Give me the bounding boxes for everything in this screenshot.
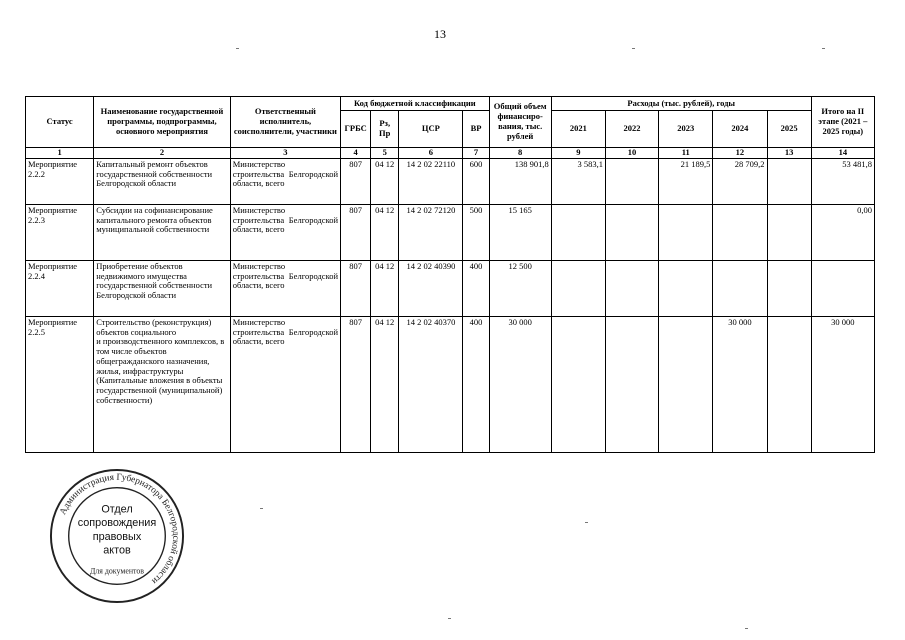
header-year: 2023 xyxy=(659,111,713,148)
scan-speck xyxy=(632,48,635,49)
cell-year-2025 xyxy=(767,204,811,260)
table-row xyxy=(26,204,875,260)
cell-vr: 400 xyxy=(463,316,489,452)
page-number: 13 xyxy=(434,27,446,41)
column-number: 4 xyxy=(341,148,371,159)
scan-speck xyxy=(236,48,239,49)
column-number: 13 xyxy=(767,148,811,159)
column-number: 2 xyxy=(94,148,230,159)
column-number: 8 xyxy=(489,148,551,159)
cell-year-2024: 30 000 xyxy=(713,316,767,452)
cell-csr: 14 2 02 72120 xyxy=(399,204,463,260)
scan-speck xyxy=(448,618,451,619)
cell-total: 15 165 xyxy=(489,204,551,260)
table-row xyxy=(26,158,875,204)
scan-speck xyxy=(745,628,748,629)
cell-year-2024 xyxy=(713,260,767,316)
header-expenses: Расходы (тыс. рублей), годы xyxy=(551,97,811,111)
cell-executor: Министерство строительства Белгородской области, всего xyxy=(230,158,340,204)
cell-rz-pr: 04 12 xyxy=(371,260,399,316)
cell-grbs: 807 xyxy=(341,158,371,204)
scan-speck xyxy=(822,48,825,49)
cell-year-2021 xyxy=(551,316,605,452)
cell-year-2022 xyxy=(605,316,658,452)
header-stage-total: Итого на II этапе (2021 – 2025 годы) xyxy=(811,97,874,148)
cell-status: Мероприятие 2.2.3 xyxy=(26,204,94,260)
cell-year-2024 xyxy=(713,204,767,260)
cell-name: Субсидии на софинансирование капитального ремонта объектов муниципальной собственности xyxy=(94,204,230,260)
stamp-center-line: сопровождения xyxy=(77,517,157,530)
stamp-bottom-text: Для документов xyxy=(89,566,145,576)
column-number: 9 xyxy=(551,148,605,159)
cell-csr: 14 2 02 22110 xyxy=(399,158,463,204)
cell-stage-total xyxy=(811,260,874,316)
cell-grbs: 807 xyxy=(341,260,371,316)
cell-status: Мероприятие 2.2.5 xyxy=(26,316,94,452)
cell-year-2021: 3 583,1 xyxy=(551,158,605,204)
scan-speck xyxy=(585,522,588,523)
cell-stage-total: 30 000 xyxy=(811,316,874,452)
stamp-ring-text: Администрация Губернатора Белгородской области xyxy=(58,472,181,586)
header-vr: ВР xyxy=(463,111,489,148)
header-csr: ЦСР xyxy=(399,111,463,148)
column-number: 3 xyxy=(230,148,340,159)
column-number-row xyxy=(26,148,875,159)
cell-year-2025 xyxy=(767,316,811,452)
cell-rz-pr: 04 12 xyxy=(371,316,399,452)
header-row xyxy=(26,97,875,111)
table-row xyxy=(26,316,875,452)
cell-year-2023 xyxy=(659,316,713,452)
header-grbs: ГРБС xyxy=(341,111,371,148)
header-executor: Ответственный исполнитель, соисполнители, участники xyxy=(230,97,340,148)
cell-executor: Министерство строительства Белгородской области, всего xyxy=(230,316,340,452)
stamp-center-line: актов xyxy=(103,544,131,557)
cell-vr: 400 xyxy=(463,260,489,316)
cell-name: Капитальный ремонт объектов государственной собственности Белгородской области xyxy=(94,158,230,204)
budget-table xyxy=(25,96,875,453)
cell-total: 30 000 xyxy=(489,316,551,452)
header-year: 2021 xyxy=(551,111,605,148)
cell-stage-total: 53 481,8 xyxy=(811,158,874,204)
column-number: 5 xyxy=(371,148,399,159)
scan-speck xyxy=(260,508,263,509)
cell-year-2021 xyxy=(551,204,605,260)
cell-stage-total: 0,00 xyxy=(811,204,874,260)
cell-csr: 14 2 02 40370 xyxy=(399,316,463,452)
cell-vr: 600 xyxy=(463,158,489,204)
header-name: Наименование государственной программы, подпрограммы, основного мероприятия xyxy=(94,97,230,148)
cell-status: Мероприятие 2.2.2 xyxy=(26,158,94,204)
header-budget-code: Код бюджетной классификации xyxy=(341,97,489,111)
header-rz-pr: Рз, Пр xyxy=(371,111,399,148)
column-number: 1 xyxy=(26,148,94,159)
cell-year-2022 xyxy=(605,158,658,204)
cell-total: 138 901,8 xyxy=(489,158,551,204)
cell-year-2022 xyxy=(605,204,658,260)
stamp-center-line: Отдел xyxy=(101,503,133,516)
header-total-volume: Общий объем финансиро-вания, тыс. рублей xyxy=(489,97,551,148)
column-number: 10 xyxy=(605,148,658,159)
official-stamp xyxy=(48,467,186,605)
cell-year-2022 xyxy=(605,260,658,316)
cell-executor: Министерство строительства Белгородской области, всего xyxy=(230,204,340,260)
column-number: 6 xyxy=(399,148,463,159)
cell-year-2023 xyxy=(659,260,713,316)
header-year: 2024 xyxy=(713,111,767,148)
cell-executor: Министерство строительства Белгородской области, всего xyxy=(230,260,340,316)
stamp-center-line: правовых xyxy=(92,530,142,543)
cell-name: Строительство (реконструкция) объектов социального и производственного комплексов, в том числе объектов общегражданского назначения, жилья, инфраструктуры (Капитальные вложения в объекты государственной (муниципальной) собственности) xyxy=(94,316,230,452)
header-status: Статус xyxy=(26,97,94,148)
cell-csr: 14 2 02 40390 xyxy=(399,260,463,316)
cell-year-2023 xyxy=(659,204,713,260)
cell-rz-pr: 04 12 xyxy=(371,204,399,260)
cell-grbs: 807 xyxy=(341,316,371,452)
cell-year-2021 xyxy=(551,260,605,316)
cell-total: 12 500 xyxy=(489,260,551,316)
cell-year-2025 xyxy=(767,158,811,204)
cell-vr: 500 xyxy=(463,204,489,260)
header-year: 2022 xyxy=(605,111,658,148)
header-year: 2025 xyxy=(767,111,811,148)
table-row xyxy=(26,260,875,316)
column-number: 14 xyxy=(811,148,874,159)
cell-year-2023: 21 189,5 xyxy=(659,158,713,204)
cell-name: Приобретение объектов недвижимого имущества государственной собственности Белгородской области xyxy=(94,260,230,316)
cell-year-2025 xyxy=(767,260,811,316)
cell-rz-pr: 04 12 xyxy=(371,158,399,204)
column-number: 7 xyxy=(463,148,489,159)
column-number: 11 xyxy=(659,148,713,159)
column-number: 12 xyxy=(713,148,767,159)
cell-status: Мероприятие 2.2.4 xyxy=(26,260,94,316)
cell-year-2024: 28 709,2 xyxy=(713,158,767,204)
cell-grbs: 807 xyxy=(341,204,371,260)
